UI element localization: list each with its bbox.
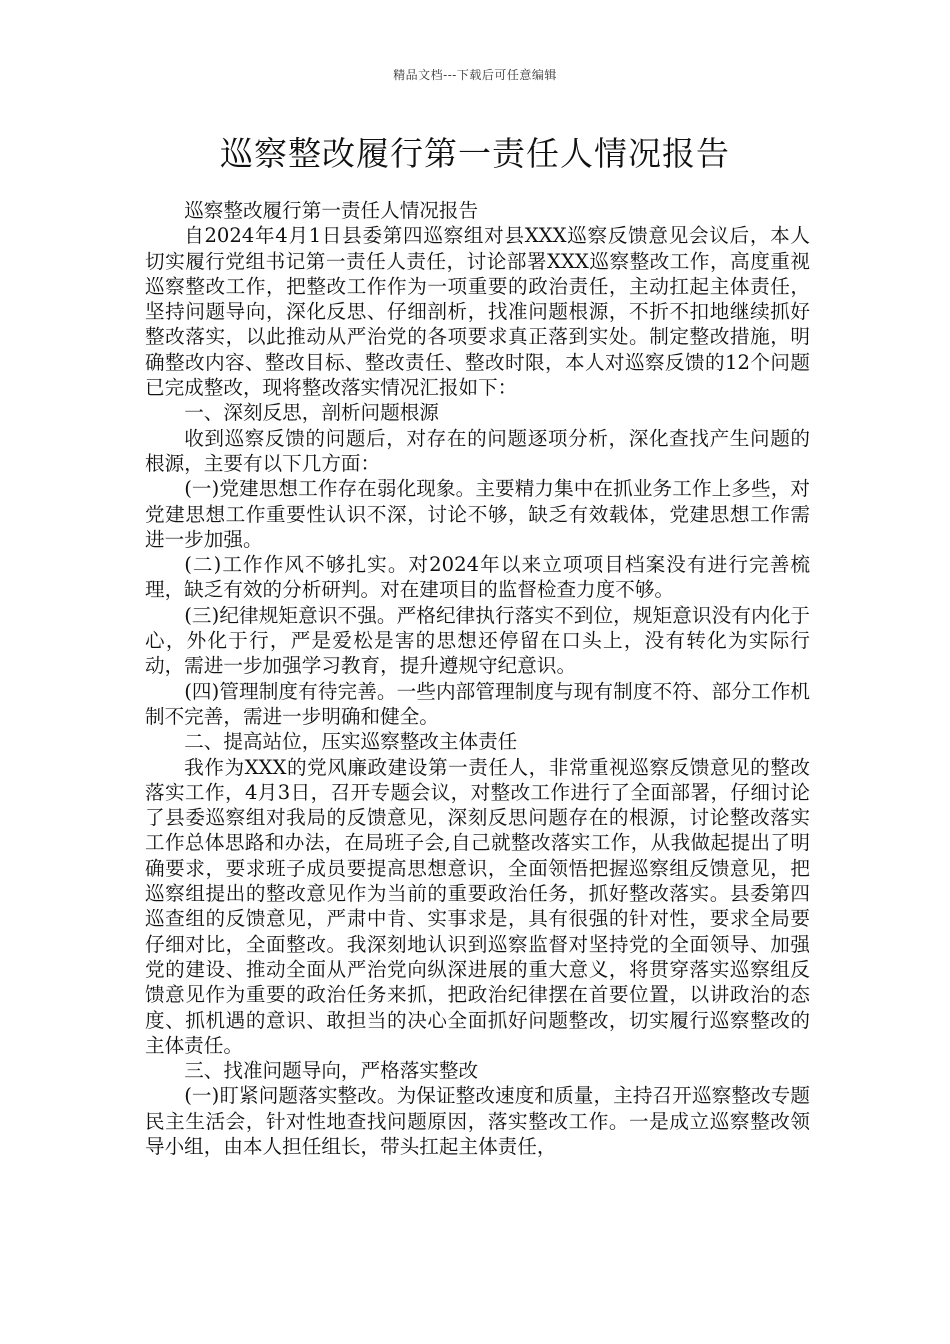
paragraph: 我作为XXX的党风廉政建设第一责任人，非常重视巡察反馈意见的整改落实工作，4月3日，召开专题会议，对整改工作进行了全面部署，仔细讨论了县委巡察组对我局的反馈意见，深刻反思问题存在的根源，讨论整改落实工作总体思路和办法，在局班子会,自己就整改落实工作，从我做起提出了明确要求，要求班子成员要提高思想意识，全面领悟把握巡察组反馈意见，把巡察组提出的整改意见作为当前的重要政治任务，抓好整改落实。县委第四巡查组的反馈意见，严肃中肯、实事求是，具有很强的针对性，要求全局要仔细对比，全面整改。我深刻地认识到巡察监督对坚持党的全面领导、加强党的建设、推动全面从严治党向纵深进展的重大意义，将贯穿落实巡察组反馈意见作为重要的政治任务来抓，把政治纪律摆在首要位置，以讲政治的态度、抓机遇的意识、敢担当的决心全面抓好问题整改，切实履行巡察整改的主体责任。 — [145, 755, 810, 1057]
paragraph: (三)纪律规矩意识不强。严格纪律执行落实不到位，规矩意识没有内化于心，外化于行，严是爱松是害的思想还停留在口头上，没有转化为实际行动，需进一步加强学习教育，提升遵规守纪意识。 — [145, 603, 810, 678]
document-title: 巡察整改履行第一责任人情况报告 — [220, 134, 730, 173]
section-heading-2: 二、提高站位，压实巡察整改主体责任 — [184, 730, 518, 754]
paragraph: (二)工作作风不够扎实。对2024年以来立项项目档案没有进行完善梳理，缺乏有效的分析研判。对在建项目的监督检查力度不够。 — [145, 553, 810, 602]
paragraph-intro: 自2024年4月1日县委第四巡察组对县XXX巡察反馈意见会议后，本人切实履行党组书记第一责任人责任，讨论部署XXX巡察整改工作，高度重视巡察整改工作，把整改工作作为一项重要的政治责任，主动扛起主体责任，坚持问题导向，深化反思、仔细剖析，找准问题根源，不折不扣地继续抓好整改落实，以此推动从严治党的各项要求真正落到实处。制定整改措施，明确整改内容、整改目标、整改责任、整改时限，本人对巡察反馈的12个问题已完成整改，现将整改落实情况汇报如下： — [145, 224, 810, 400]
section-heading-3: 三、找准问题导向，严格落实整改 — [184, 1059, 479, 1083]
paragraph: (一)盯紧问题落实整改。为保证整改速度和质量，主持召开巡察整改专题民主生活会，针对性地查找问题原因，落实整改工作。一是成立巡察整改领导小组，由本人担任组长，带头扛起主体责任， — [145, 1084, 810, 1158]
page-header-note: 精品文档---下载后可任意编辑 — [393, 68, 557, 82]
paragraph-subtitle: 巡察整改履行第一责任人情况报告 — [184, 199, 479, 222]
paragraph: 收到巡察反馈的问题后，对存在的问题逐项分析，深化查找产生问题的根源，主要有以下几方面： — [145, 426, 810, 475]
paragraph: (四)管理制度有待完善。一些内部管理制度与现有制度不符、部分工作机制不完善，需进一步明确和健全。 — [145, 679, 810, 728]
section-heading-1: 一、深刻反思，剖析问题根源 — [184, 401, 439, 425]
document-body — [145, 198, 810, 1159]
paragraph: (一)党建思想工作存在弱化现象。主要精力集中在抓业务工作上多些，对党建思想工作重要性认识不深，讨论不够，缺乏有效载体，党建思想工作需进一步加强。 — [145, 477, 810, 551]
